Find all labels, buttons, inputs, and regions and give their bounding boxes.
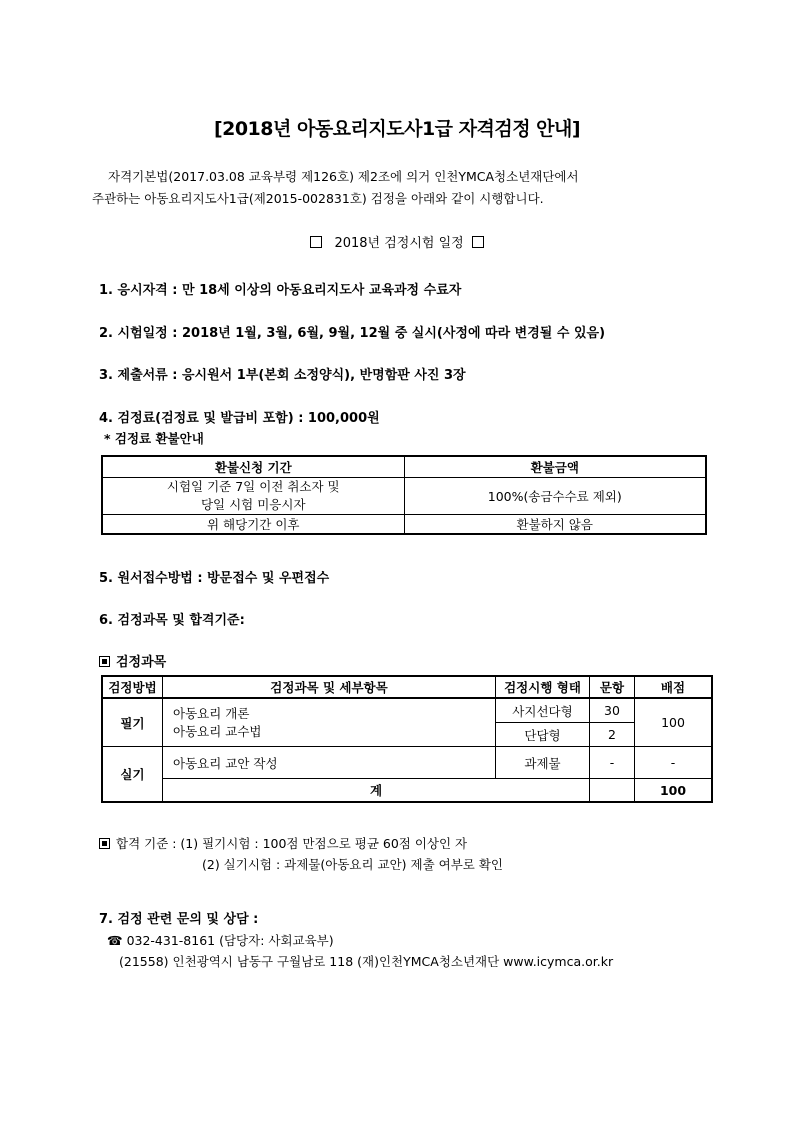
contact-phone-line bbox=[107, 930, 613, 951]
method-practical: 실기 bbox=[102, 747, 163, 803]
item-documents: 3. 제출서류 : 응시원서 1부(본회 소정양식), 반명함판 사진 3장 bbox=[99, 368, 466, 383]
item-subjects-criteria: 6. 검정과목 및 합격기준: bbox=[99, 613, 245, 628]
intro-line-1: 자격기본법(2017.03.08 교육부령 제126호) 제2조에 의거 인천YMCA청소년재단에서 bbox=[108, 169, 579, 184]
intro-paragraph bbox=[92, 166, 579, 210]
schedule-heading bbox=[0, 232, 794, 251]
pass-criteria bbox=[99, 833, 503, 875]
total-count bbox=[590, 779, 635, 803]
refund-period-cell bbox=[102, 478, 404, 515]
method-written: 필기 bbox=[102, 698, 163, 747]
item-fee: 4. 검정료(검정료 및 발급비 포함) : 100,000원 bbox=[99, 411, 380, 426]
criteria-line-1-text: 합격 기준 : (1) 필기시험 : 100점 만점으로 평균 60점 이상인 자 bbox=[116, 836, 468, 851]
written-type-2: 단답형 bbox=[496, 723, 590, 747]
refund-period-cell: 위 해당기간 이후 bbox=[102, 515, 404, 535]
subject-table bbox=[101, 675, 713, 803]
written-subject-1: 아동요리 개론 bbox=[173, 705, 250, 721]
subject-header-method: 검정방법 bbox=[102, 676, 163, 698]
phone-icon: ☎ bbox=[107, 933, 123, 948]
subjects-subheading-text: 검정과목 bbox=[116, 655, 167, 670]
written-count-2: 2 bbox=[590, 723, 635, 747]
refund-amount-cell: 100%(송금수수료 제외) bbox=[404, 478, 706, 515]
practical-count: - bbox=[590, 747, 635, 779]
item-application-method: 5. 원서접수방법 : 방문접수 및 우편접수 bbox=[99, 571, 330, 586]
practical-score: - bbox=[635, 747, 713, 779]
total-score: 100 bbox=[635, 779, 713, 803]
refund-header-period: 환불신청 기간 bbox=[102, 456, 404, 478]
schedule-heading-text: 2018년 검정시험 일정 bbox=[334, 236, 464, 251]
square-bullet-icon bbox=[310, 236, 322, 248]
subject-header-count: 문항 bbox=[590, 676, 635, 698]
refund-table bbox=[101, 455, 707, 535]
contact-phone: 032-431-8161 (담당자: 사회교육부) bbox=[126, 933, 334, 948]
square-bullet-icon bbox=[472, 236, 484, 248]
item-exam-schedule: 2. 시험일정 : 2018년 1월, 3월, 6월, 9월, 12월 중 실시(사정에 따라 변경될 수 있음) bbox=[99, 326, 606, 341]
square-bullet-icon bbox=[99, 838, 110, 849]
contact-info bbox=[107, 930, 613, 972]
practical-type: 과제물 bbox=[496, 747, 590, 779]
refund-period-line-1: 시험일 기준 7일 이전 취소자 및 bbox=[166, 479, 340, 494]
written-type-1: 사지선다형 bbox=[496, 698, 590, 723]
practical-subject: 아동요리 교안 작성 bbox=[163, 747, 496, 779]
subject-header-score: 배점 bbox=[635, 676, 713, 698]
written-subjects-cell bbox=[163, 698, 496, 747]
contact-address: (21558) 인천광역시 남동구 구월남로 118 (재)인천YMCA청소년재단 www.icymca.or.kr bbox=[119, 954, 614, 969]
page-title: [2018년 아동요리지도사1급 자격검정 안내] bbox=[213, 118, 581, 140]
square-bullet-icon bbox=[99, 656, 110, 667]
written-score: 100 bbox=[635, 698, 713, 747]
refund-subheading: * 검정료 환불안내 bbox=[104, 431, 204, 446]
total-label: 계 bbox=[163, 779, 590, 803]
refund-period-line-2: 당일 시험 미응시자 bbox=[200, 497, 306, 512]
written-count-1: 30 bbox=[590, 698, 635, 723]
written-subject-2: 아동요리 교수법 bbox=[173, 723, 262, 739]
subject-header-type: 검정시행 형태 bbox=[496, 676, 590, 698]
intro-line-2: 주관하는 아동요리지도사1급(제2015-002831호) 검정을 아래와 같이 시행합니다. bbox=[92, 191, 544, 206]
subjects-subheading bbox=[99, 651, 166, 670]
item-eligibility: 1. 응시자격 : 만 18세 이상의 아동요리지도사 교육과정 수료자 bbox=[99, 283, 462, 298]
subject-header-subjects: 검정과목 및 세부항목 bbox=[163, 676, 496, 698]
refund-amount-cell: 환불하지 않음 bbox=[404, 515, 706, 535]
criteria-line-2: (2) 실기시험 : 과제물(아동요리 교안) 제출 여부로 확인 bbox=[202, 857, 503, 872]
item-inquiry: 7. 검정 관련 문의 및 상담 : bbox=[99, 912, 259, 927]
refund-header-amount: 환불금액 bbox=[404, 456, 706, 478]
criteria-line-1 bbox=[99, 833, 503, 854]
